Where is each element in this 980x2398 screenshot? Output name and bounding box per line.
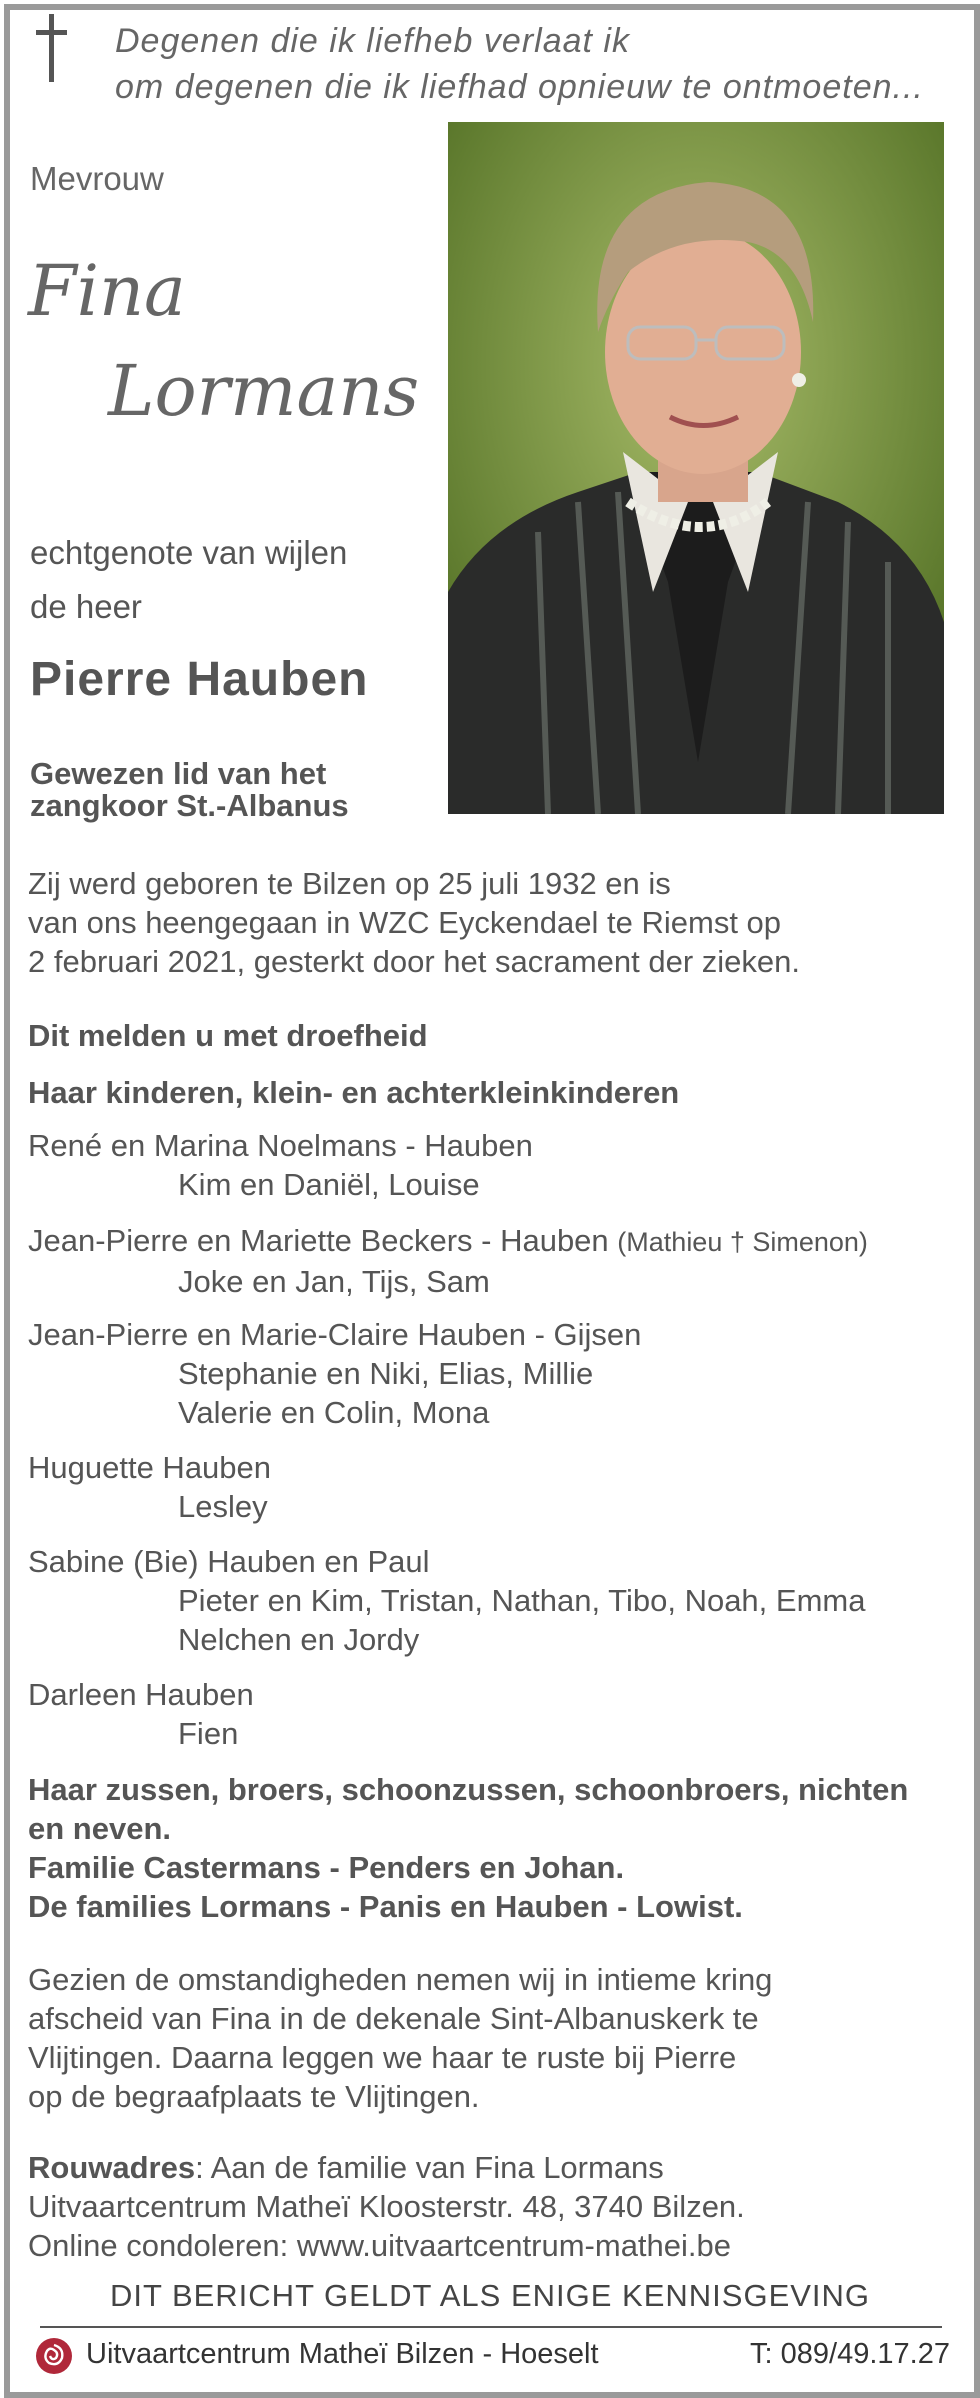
husband-name: Pierre Hauben <box>30 653 369 706</box>
children-heading: Haar kinderen, klein- en achterkleinkinderen <box>28 1075 680 1110</box>
motto-line: Degenen die ik liefheb verlaat ik <box>115 22 630 60</box>
family-parent: Huguette Hauben <box>28 1450 272 1485</box>
siblings-line: en neven. <box>28 1811 171 1846</box>
cross-icon <box>32 14 72 84</box>
membership-line: zangkoor St.-Albanus <box>30 788 349 823</box>
last-name: Lormans <box>108 350 420 432</box>
ceremony-line: Vlijtingen. Daarna leggen we haar te ruste bij Pierre <box>28 2040 737 2075</box>
relation <box>30 526 347 634</box>
ceremony-line: op de begraafplaats te Vlijtingen. <box>28 2079 480 2114</box>
membership <box>30 758 349 822</box>
divider <box>40 2326 942 2328</box>
family-block <box>28 1675 254 1753</box>
address-label: Rouwadres <box>28 2150 196 2185</box>
notice: DIT BERICHT GELDT ALS ENIGE KENNISGEVING <box>109 2278 871 2313</box>
family-block <box>28 1542 865 1659</box>
biography <box>28 864 800 981</box>
motto <box>115 18 924 110</box>
family-line: De families Lormans - Panis en Hauben - Lowist. <box>28 1889 743 1924</box>
address-line: Uitvaartcentrum Matheï Kloosterstr. 48, 3740 Bilzen. <box>28 2189 745 2224</box>
family-parent: Jean-Pierre en Marie-Claire Hauben - Gijsen <box>28 1317 642 1352</box>
rose-logo-icon <box>34 2336 74 2376</box>
biography-line: 2 februari 2021, gesterkt door het sacrament der zieken. <box>28 944 800 979</box>
announcement-intro: Dit melden u met droefheid <box>28 1018 428 1053</box>
website-line: Online condoleren: www.uitvaartcentrum-mathei.be <box>28 2228 732 2263</box>
ceremony-line: afscheid van Fina in de dekenale Sint-Albanuskerk te <box>28 2001 759 2036</box>
motto-line: om degenen die ik liefhad opnieuw te ontmoeten... <box>115 68 924 106</box>
relation-line: de heer <box>30 588 142 625</box>
mourning-address <box>28 2148 745 2265</box>
family-parent: René en Marina Noelmans - Hauben <box>28 1128 533 1163</box>
family-children: Pieter en Kim, Tristan, Nathan, Tibo, Noah, Emma <box>178 1583 866 1618</box>
family-children: Joke en Jan, Tijs, Sam <box>178 1264 490 1299</box>
ceremony-line: Gezien de omstandigheden nemen wij in intieme kring <box>28 1962 773 1997</box>
family-block <box>28 1448 271 1526</box>
family-children: Stephanie en Niki, Elias, Millie <box>178 1356 594 1391</box>
family-block <box>28 1315 641 1432</box>
relation-line: echtgenote van wijlen <box>30 534 348 571</box>
family-note: (Mathieu † Simenon) <box>617 1227 868 1257</box>
family-parent: Sabine (Bie) Hauben en Paul <box>28 1544 430 1579</box>
portrait-photo <box>448 122 944 814</box>
address-line: : Aan de familie van Fina Lormans <box>195 2150 664 2185</box>
first-name: Fina <box>28 250 186 332</box>
family-children: Lesley <box>178 1489 268 1524</box>
family-children: Nelchen en Jordy <box>178 1622 420 1657</box>
family-block <box>28 1126 533 1204</box>
membership-line: Gewezen lid van het <box>30 756 327 791</box>
family-parent: Darleen Hauben <box>28 1677 254 1712</box>
family-children: Fien <box>178 1716 239 1751</box>
title: Mevrouw <box>30 160 164 197</box>
siblings-line: Haar zussen, broers, schoonzussen, schoonbroers, nichten <box>28 1772 909 1807</box>
family-children: Valerie en Colin, Mona <box>178 1395 490 1430</box>
funeral-home: Uitvaartcentrum Matheï Bilzen - Hoeselt <box>86 2338 599 2370</box>
ceremony-text <box>28 1960 772 2116</box>
extended-family <box>28 1770 908 1926</box>
biography-line: Zij werd geboren te Bilzen op 25 juli 1932 en is <box>28 866 671 901</box>
phone-number: T: 089/49.17.27 <box>750 2338 950 2370</box>
biography-line: van ons heengegaan in WZC Eyckendael te Riemst op <box>28 905 782 940</box>
family-parent: Jean-Pierre en Mariette Beckers - Hauben <box>28 1223 609 1258</box>
family-line: Familie Castermans - Penders en Johan. <box>28 1850 625 1885</box>
family-block <box>28 1221 868 1301</box>
family-children: Kim en Daniël, Louise <box>178 1167 480 1202</box>
